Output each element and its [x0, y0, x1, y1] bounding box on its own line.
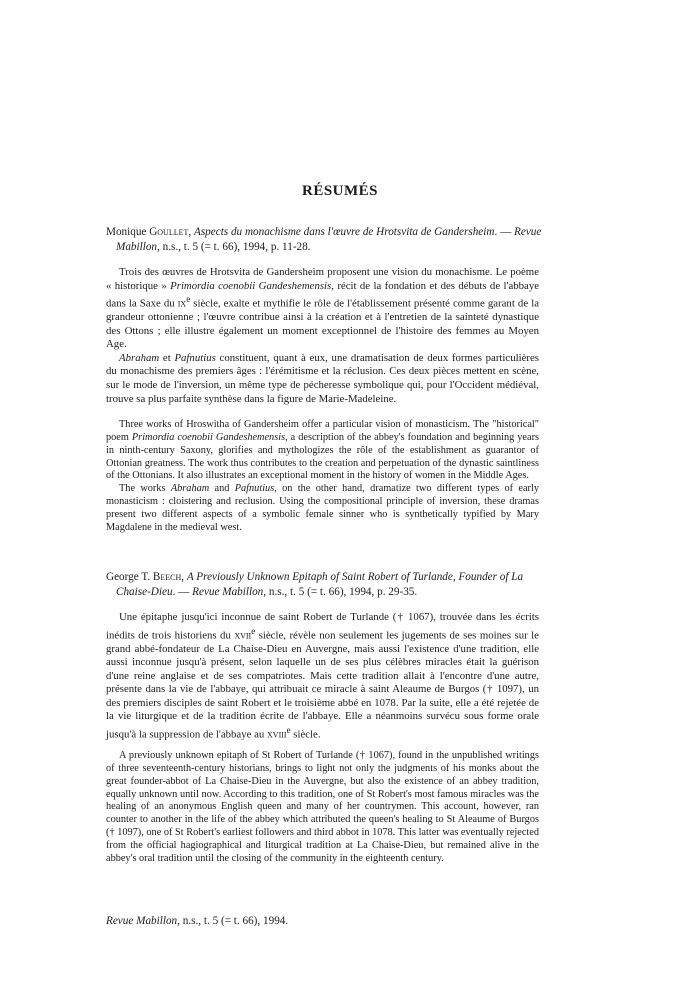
- citation-goullet: Monique Goullet, Aspects du monachisme dans l'œuvre de Hrotsvita de Gandersheim. — Revue Mabillon, n.s., t. 5 (= t. 66), 1994, p. 11-28.: [106, 226, 542, 253]
- journal-name: Revue Mabillon: [192, 585, 264, 598]
- publication-details: , n.s., t. 5 (= t. 66), 1994, p. 11-28.: [157, 240, 311, 253]
- paragraph: Three works of Hroswitha of Gandersheim offer a particular vision of monasticism. The "historical" poem Primordia coenobii Gandeshemensis, a description of the abbey's foundation and beginning years in ninth-century Saxony, glorifies and mythologizes the rôle of the establishment as guarantor of Ottonian greatness. The work thus contributes to the creation and perpetuation of the dynastic saintliness of the Ottonians. It also illustrates an exceptional moment in the history of women in the Middle Ages.: [106, 419, 540, 482]
- journal-name: Revue Mabillon: [116, 226, 542, 253]
- article-title: A Previously Unknown Epitaph of Saint Robert of Turlande, Founder of La Chaise-Dieu: [116, 571, 524, 598]
- publication-details: , n.s., t. 5 (= t. 66), 1994, p. 29-35.: [263, 585, 418, 598]
- article-title: Aspects du monachisme dans l'œuvre de Hrotsvita de Gandersheim: [193, 226, 495, 238]
- citation-beech: George T. Beech, A Previously Unknown Epitaph of Saint Robert of Turlande, Founder of La Chaise-Dieu. — Revue Mabillon, n.s., t. 5 (= t. 66), 1994, p. 29-35.: [106, 571, 524, 598]
- author-last-name: Goullet: [149, 226, 189, 238]
- paragraph: Trois des œuvres de Hrotsvita de Gandersheim proposent une vision du monachisme. Le poème « historique » Primordia coenobii Gandeshemensis, récit de la fondation et des débuts de l'abbaye dans la Saxe du $ix^e$ siècle, exalte et mythifie le rôle de l'établissement présenté comme garant de la grandeur ottonienne ; l'œuvre contribue ainsi à la création et à l'entretien de la sainteté dynastique des Ottons ; elle illustre également un moment exceptionnel de l'histoire des femmes au Moyen Age.: [106, 266, 540, 351]
- french-summary-goullet: [106, 266, 539, 406]
- author-first-name: Monique: [106, 226, 150, 238]
- paragraph: Une épitaphe jusqu'ici inconnue de saint Robert de Turlande († 1067), trouvée dans les écrits inédits de trois historiens du xvii$^e$ siècle, révèle non seulement les jugements de ses moines sur le grand abbé-fondateur de La Chaise-Dieu en Auvergne, mais aussi l'existence d'une tradition, elle aussi inconnue jusqu'à présent, selon laquelle un de ses plus célèbres miracles était la guérison d'une reine anglaise et de ses compatriotes. Mais cette tradition allait à l'encontre d'une autre, présente dans la vie de l'abbaye, qui attribuait ce miracle à saint Aleaume de Burgos († 1097), un des premiers disciples de saint Robert et le troisième abbé en 1078. Par la suite, elle a été rejetée de la vie liturgique et de la tradition écrite de l'abbaye. Elle a néanmoins survécu sous forme orale jusqu'à la suppression de l'abbaye au xviii$^e$ siècle.: [106, 611, 539, 741]
- page-title: RÉSUMÉS: [301, 183, 379, 199]
- paragraph: Abraham et Pafnutius constituent, quant à eux, une dramatisation de deux formes particulières du monachisme des premiers âges : l'érémitisme et la réclusion. Ces deux pièces mettent en scène, sur le mode de l'inversion, un même type de pécheresse symbolique qui, pour l'Occident médiéval, trouve sa plus parfaite synthèse dans la figure de Marie-Madeleine.: [106, 351, 539, 405]
- french-summary-beech: [106, 611, 539, 742]
- english-summary-goullet: [106, 419, 539, 535]
- footer-citation: [106, 915, 288, 927]
- paragraph: The works Abraham and Pafnutius, on the other hand, dramatize two different types of early monasticism : cloistering and reclusion. Using the compositional principle of inversion, these dramas present two different aspects of a symbolic female sinner who is synthetically typified by Mary Magdalene in the medieval west.: [106, 483, 539, 533]
- publication-details: , n.s., t. 5 (= t. 66), 1994.: [177, 915, 289, 927]
- english-summary-beech: [106, 750, 539, 866]
- paragraph: A previously unknown epitaph of St Robert of Turlande († 1067), found in the unpublished writings of three seventeenth-century historians, brings to light not only the judgments of his monks about the great founder-abbot of La Chaise-Dieu in the Auvergne, but also the existence of an abbey tradition, equally unknown until now. According to this tradition, one of St Robert's most famous miracles was the healing of an anonymous English queen and many of her countrymen. This account, however, ran counter to another in the life of the abbey which attributed the queen's healing to St Aleaume of Burgos († 1097), one of St Robert's earliest followers and third abbot in 1078. This latter was eventually rejected from the official hagiographical and liturgical tradition at La Chaise-Dieu, but remained alive in the abbey's oral tradition until the closing of the community in the eighteenth century.: [106, 750, 539, 864]
- journal-name: Revue Mabillon: [106, 915, 178, 927]
- author-first-name: George T.: [106, 571, 153, 583]
- author-last-name: Beech: [152, 571, 182, 583]
